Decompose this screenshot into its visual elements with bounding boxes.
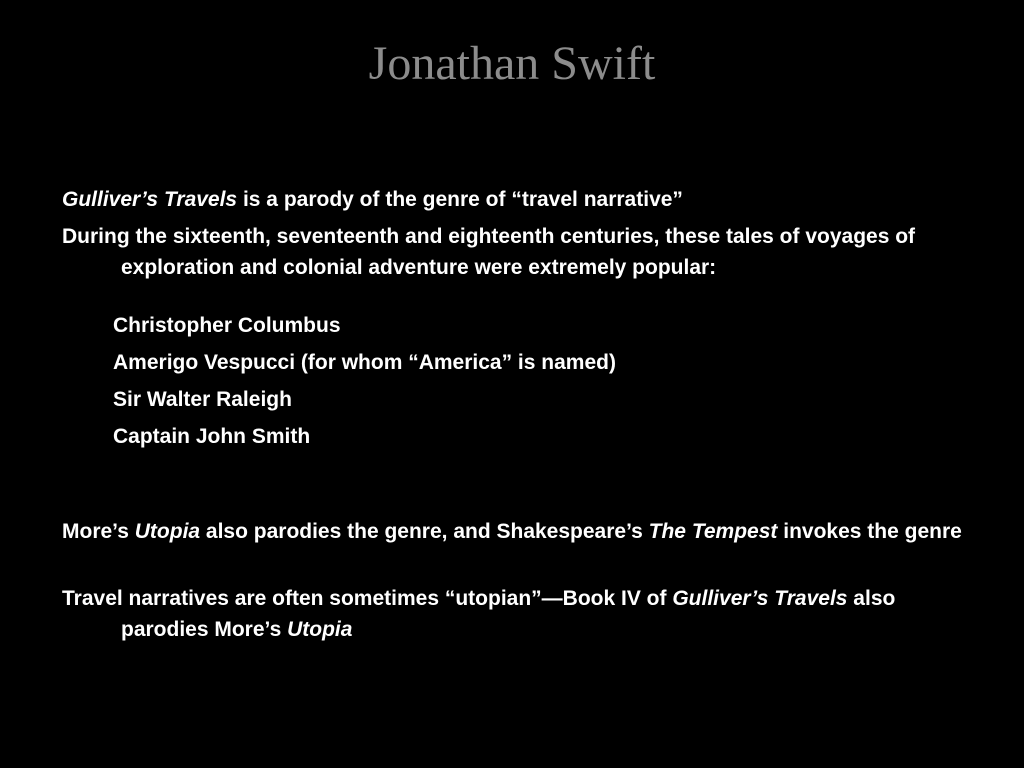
- paragraph-text: invokes the genre: [777, 520, 962, 543]
- paragraph-travel-tales: During the sixteenth, seventeenth and eighteenth centuries, these tales of voyages of exploration and colonial adventure were extremely popular:: [62, 225, 916, 279]
- paragraph-gulliver-parody: [62, 184, 982, 215]
- explorer-list: [62, 310, 982, 452]
- paragraph-text: also parodies the genre, and Shakespeare’s: [200, 520, 649, 543]
- slide-body: [62, 184, 982, 645]
- paragraph-text: More’s: [62, 520, 135, 543]
- book-title-utopia: Utopia: [134, 520, 201, 543]
- paragraph-text: Travel narratives are often sometimes “utopian”—Book IV of: [62, 587, 673, 610]
- book-title-the-tempest: The Tempest: [648, 520, 778, 543]
- slide-title: Jonathan Swift: [368, 37, 656, 90]
- list-item: Sir Walter Raleigh: [113, 388, 292, 411]
- paragraph-utopia-tempest: [62, 516, 982, 547]
- list-item: Amerigo Vespucci (for whom “America” is named): [113, 351, 616, 374]
- paragraph-text: also parodies More’s: [121, 587, 896, 641]
- list-item: Christopher Columbus: [113, 314, 341, 337]
- paragraph-utopian-narratives: [62, 583, 982, 645]
- book-title-utopia: Utopia: [287, 618, 353, 641]
- book-title-gullivers-travels: Gulliver’s Travels: [672, 587, 848, 610]
- book-title-gullivers-travels: Gulliver’s Travels: [62, 188, 238, 211]
- paragraph-text: is a parody of the genre of “travel narrative”: [237, 188, 683, 211]
- list-item: Captain John Smith: [113, 425, 311, 448]
